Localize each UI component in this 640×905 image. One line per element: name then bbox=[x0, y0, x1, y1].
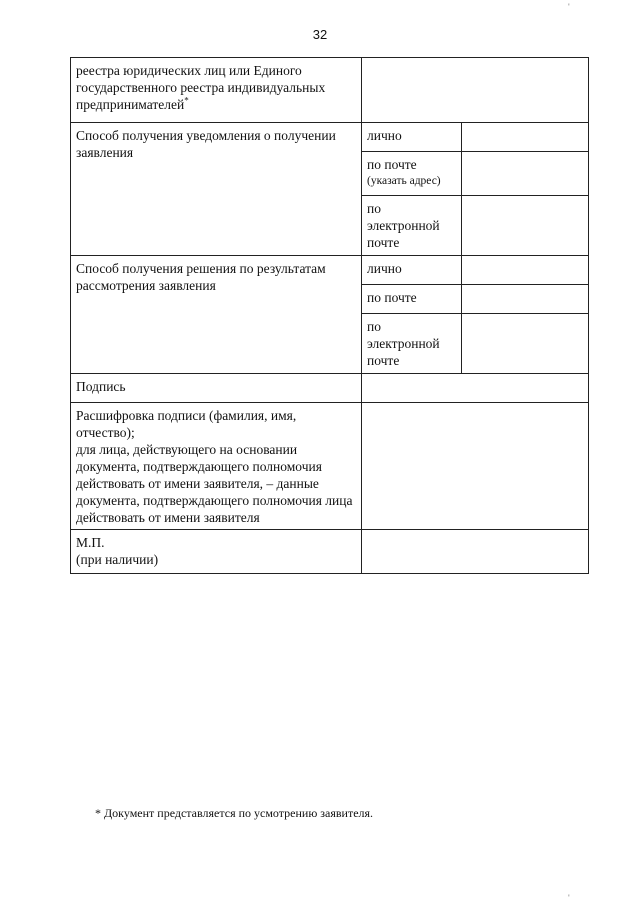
decision-option-electronic-cell bbox=[362, 314, 462, 374]
decoding-field[interactable] bbox=[362, 403, 589, 530]
seal-label-line1: М.П. bbox=[76, 535, 105, 550]
seal-field[interactable] bbox=[362, 530, 589, 574]
decision-label: Способ получения решения по результатам рассмотрения заявления bbox=[76, 261, 326, 293]
notification-mail-checkbox-cell[interactable] bbox=[462, 152, 589, 196]
decision-electronic-checkbox-cell[interactable] bbox=[462, 314, 589, 374]
notification-row-in-person bbox=[71, 123, 589, 152]
notification-option-electronic-2: электронной bbox=[367, 218, 440, 233]
notification-option-mail-cell bbox=[362, 152, 462, 196]
signature-label: Подпись bbox=[71, 374, 362, 403]
decoding-label-line2: для лица, действующего на основании документа, подтверждающего полномочия действовать от имени заявителя, – данные документа, подтверждающего полномочия лица действовать от имени заявителя bbox=[76, 442, 353, 525]
signature-field[interactable] bbox=[362, 374, 589, 403]
decision-row-in-person bbox=[71, 256, 589, 285]
decoding-row bbox=[71, 403, 589, 530]
decision-option-in-person: лично bbox=[362, 256, 462, 285]
decision-mail-checkbox-cell[interactable] bbox=[462, 285, 589, 314]
footnote-mark: * bbox=[184, 95, 189, 106]
application-form-table bbox=[70, 57, 589, 574]
notification-option-mail: по почте bbox=[367, 157, 417, 172]
scan-artifact-bottom: ' bbox=[568, 893, 570, 903]
notification-in-person-checkbox-cell[interactable] bbox=[462, 123, 589, 152]
notification-option-electronic-3: почте bbox=[367, 235, 400, 250]
notification-label: Способ получения уведомления о получении заявления bbox=[76, 128, 336, 160]
decision-option-electronic-1: по bbox=[367, 319, 381, 334]
notification-option-electronic-cell bbox=[362, 196, 462, 256]
notification-label-cell bbox=[71, 123, 362, 256]
decision-label-cell bbox=[71, 256, 362, 374]
registry-label-cell bbox=[71, 58, 362, 123]
scan-artifact-top: ' bbox=[568, 2, 570, 12]
notification-option-in-person: лично bbox=[362, 123, 462, 152]
page-number: 32 bbox=[312, 27, 328, 42]
registry-row bbox=[71, 58, 589, 123]
decision-option-electronic-2: электронной bbox=[367, 336, 440, 351]
decision-option-electronic-3: почте bbox=[367, 353, 400, 368]
seal-row bbox=[71, 530, 589, 574]
notification-option-mail-note: (указать адрес) bbox=[367, 175, 441, 187]
decision-in-person-checkbox-cell[interactable] bbox=[462, 256, 589, 285]
notification-electronic-checkbox-cell[interactable] bbox=[462, 196, 589, 256]
footnote: * Документ представляется по усмотрению заявителя. bbox=[95, 806, 374, 820]
decoding-label-line1: Расшифровка подписи (фамилия, имя, отчество); bbox=[76, 408, 297, 440]
decision-option-mail: по почте bbox=[362, 285, 462, 314]
decoding-label-cell bbox=[71, 403, 362, 530]
registry-value-cell[interactable] bbox=[362, 58, 589, 123]
seal-label-cell bbox=[71, 530, 362, 574]
registry-label: реестра юридических лиц или Единого государственного реестра индивидуальных предпринимателей bbox=[76, 63, 326, 112]
signature-row bbox=[71, 374, 589, 403]
seal-label-line2: (при наличии) bbox=[76, 552, 159, 567]
notification-option-electronic-1: по bbox=[367, 201, 381, 216]
